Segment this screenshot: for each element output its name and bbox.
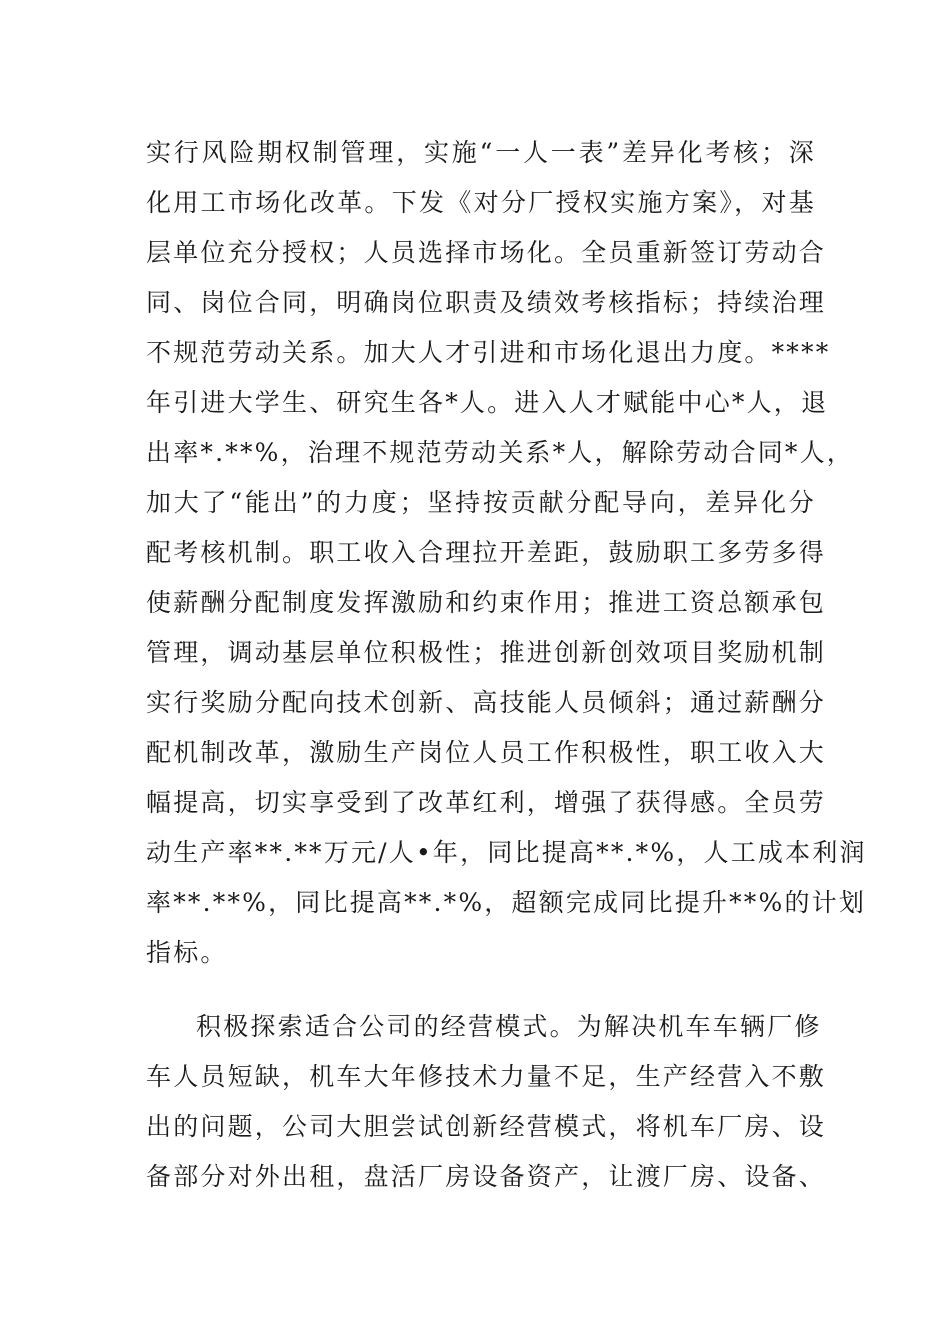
text-line: 加大了“能出”的力度；坚持按贡献分配导向，差异化分 <box>146 488 816 517</box>
text-line: 备部分对外出租，盘活厂房设备资产，让渡厂房、设备、 <box>146 1162 827 1191</box>
text-line: 不规范劳动关系。加大人才引进和市场化退出力度。**** <box>146 338 831 367</box>
text-line: 配机制改革，激励生产岗位人员工作积极性，职工收入大 <box>146 738 827 767</box>
text-line: 配考核机制。职工收入合理拉开差距，鼓励职工多劳多得 <box>146 538 827 567</box>
paragraph-1 <box>146 128 867 978</box>
text-line: 实行风险期权制管理，实施“一人一表”差异化考核；深 <box>146 138 816 167</box>
text-line: 化用工市场化改革。下发《对分厂授权实施方案》，对基 <box>146 188 816 217</box>
text-line: 同、岗位合同，明确岗位职责及绩效考核指标；持续治理 <box>146 288 827 317</box>
text-line: 出的问题，公司大胆尝试创新经营模式，将机车厂房、设 <box>146 1112 827 1141</box>
text-line: 年引进大学生、研究生各*人。进入人才赋能中心*人，退 <box>146 388 829 417</box>
text-line: 车人员短缺，机车大年修技术力量不足，生产经营入不敷 <box>146 1062 827 1091</box>
text-line: 幅提高，切实享受到了改革红利，增强了获得感。全员劳 <box>146 788 827 817</box>
text-line: 出率*.**%，治理不规范劳动关系*人，解除劳动合同*人， <box>146 438 855 467</box>
text-line: 积极探索适合公司的经营模式。为解决机车车辆厂修 <box>196 1012 822 1041</box>
text-line: 使薪酬分配制度发挥激励和约束作用；推进工资总额承包 <box>146 588 827 617</box>
paragraph-gap <box>146 978 816 1002</box>
paragraph-2 <box>146 1002 827 1202</box>
text-line: 动生产率**.**万元/人•年，同比提高**.*%，人工成本利润 <box>146 838 867 867</box>
document-body <box>146 128 867 1202</box>
text-line: 指标。 <box>146 938 228 967</box>
text-line: 管理，调动基层单位积极性；推进创新创效项目奖励机制 <box>146 638 827 667</box>
text-line: 率**.**%，同比提高**.*%，超额完成同比提升**%的计划 <box>146 888 867 917</box>
text-line: 实行奖励分配向技术创新、高技能人员倾斜；通过薪酬分 <box>146 688 827 717</box>
text-line: 层单位充分授权；人员选择市场化。全员重新签订劳动合 <box>146 238 827 267</box>
